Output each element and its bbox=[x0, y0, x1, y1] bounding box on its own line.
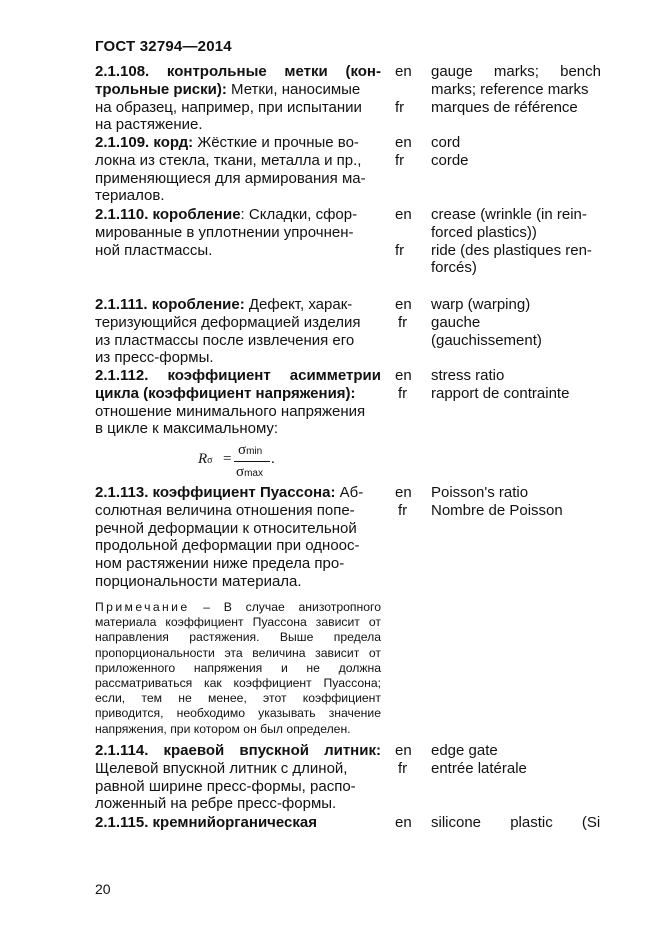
language-codes: en fr bbox=[395, 367, 412, 402]
foreign-terms: warp (warping) gauche (gauchissement) bbox=[431, 296, 542, 349]
language-codes: en fr bbox=[395, 134, 412, 169]
document-header: ГОСТ 32794—2014 bbox=[95, 38, 232, 55]
russian-definition: 2.1.114. краевой впускной литник: Щелевой впускной литник с длиной, равной ширине пресс-формы, распо- ложенный на ребре пресс-формы. bbox=[95, 742, 381, 813]
foreign-terms: cord corde bbox=[431, 134, 469, 169]
russian-definition: 2.1.112. коэффициент асимметрии цикла (коэффициент напряжения): отношение минимального напряжения в цикле к максимальному: bbox=[95, 367, 381, 438]
note-label: Примечание bbox=[95, 600, 190, 614]
foreign-terms: Poisson's ratio Nombre de Poisson bbox=[431, 484, 563, 519]
page-number: 20 bbox=[95, 881, 111, 897]
language-codes: en fr bbox=[395, 742, 412, 777]
language-codes: en fr bbox=[395, 63, 412, 116]
foreign-terms: gauge marks; bench marks; reference marks marques de référence bbox=[431, 63, 601, 116]
fraction-bar bbox=[234, 461, 270, 462]
russian-definition: 2.1.109. корд: Жёсткие и прочные во- локна из стекла, ткани, металла и пр., применяющиеся для армирования ма- териалов. bbox=[95, 134, 366, 205]
russian-definition: 2.1.108. контрольные метки (кон- трольные риски): Метки, наносимые на образец, например, при испытании на растяжение. bbox=[95, 63, 381, 134]
foreign-terms: stress ratio rapport de contrainte bbox=[431, 367, 570, 402]
russian-definition: 2.1.110. коробление: Складки, сфор- мированные в уплотнении упрочнен- ной пластмассы. bbox=[95, 206, 358, 259]
formula-numerator: σmin bbox=[238, 442, 263, 458]
russian-definition: 2.1.111. коробление: Дефект, харак- теризующийся деформацией изделия из пластмассы после извлечения его из пресс-формы. bbox=[95, 296, 361, 367]
formula-equals: = bbox=[223, 451, 232, 467]
formula-period: . bbox=[271, 451, 275, 467]
russian-definition: 2.1.113. коэффициент Пуассона: Аб- солютная величина отношения попе- речной деформации к относительной продольной деформации при одноос- ном растяжении ниже предела про- порциональности материала. bbox=[95, 484, 364, 590]
formula-lhs: Rσ bbox=[198, 451, 213, 467]
russian-definition: 2.1.115. кремнийорганическая bbox=[95, 814, 317, 831]
note-block bbox=[95, 600, 381, 737]
language-codes: en fr bbox=[395, 206, 412, 259]
foreign-terms: silicone plastic (Si bbox=[431, 814, 601, 831]
language-codes: en bbox=[395, 814, 412, 831]
language-codes: en fr bbox=[395, 484, 412, 519]
note-text: – В случае анизотропного материала коэффициент Пуассона зависит от направления растяжения. Выше предела пропорциональности эта величина зависит от приложенного напряжения и не должна рассматриваться как коэффициент Пуассона; если, тем не менее, этот коэффициент приводится, необходимо указывать значение напряжения, при котором он был определен. bbox=[95, 600, 381, 736]
language-codes: en fr bbox=[395, 296, 412, 331]
foreign-terms: edge gate entrée latérale bbox=[431, 742, 527, 777]
foreign-terms: crease (wrinkle (in rein- forced plastics)) ride (des plastiques ren- forcés) bbox=[431, 206, 592, 277]
formula-denominator: σmax bbox=[236, 464, 263, 480]
